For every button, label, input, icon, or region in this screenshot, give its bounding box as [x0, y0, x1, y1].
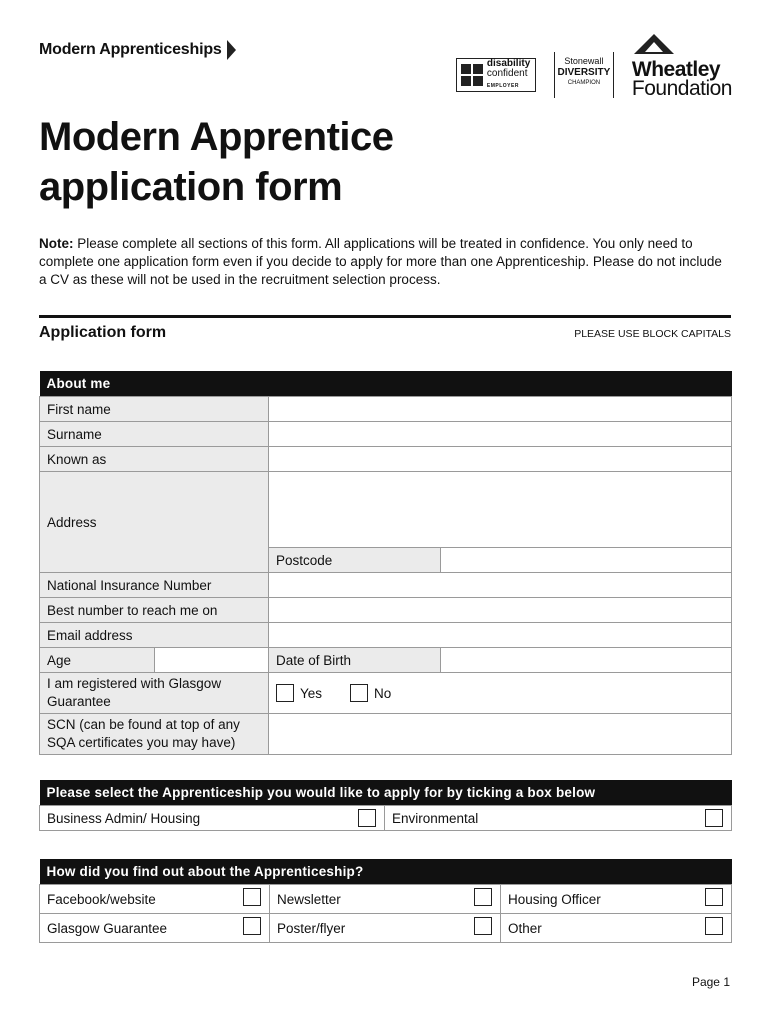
apprenticeship-header: Please select the Apprenticeship you would like to apply for by ticking a box below [40, 780, 732, 806]
other-checkbox[interactable] [705, 917, 723, 935]
best-number-label: Best number to reach me on [40, 598, 269, 623]
newsletter-label: Newsletter [277, 891, 341, 907]
source-table [39, 859, 732, 943]
grid-icon [461, 64, 483, 86]
environmental-label: Environmental [392, 810, 479, 826]
dob-field[interactable] [441, 648, 732, 673]
yes-label: Yes [300, 685, 323, 701]
housing-officer-label: Housing Officer [508, 891, 601, 907]
section-header [39, 315, 731, 342]
note-paragraph [39, 235, 729, 289]
option-business-admin [40, 806, 385, 831]
stonewall-line3: CHAMPION [567, 80, 601, 86]
note-text: Please complete all sections of this form. All applications will be treated in confidence. You only need to complete one application form even if you decide to apply for more than one Apprenticeship. Please do not include a CV as these will not be used in the recruitment selection process. [39, 236, 722, 287]
option-facebook [40, 885, 270, 914]
source-header: How did you find out about the Apprenticeship? [40, 859, 732, 885]
poster-checkbox[interactable] [474, 917, 492, 935]
stonewall-line2: DIVERSITY [557, 67, 611, 78]
postcode-field[interactable] [441, 548, 732, 573]
roof-icon [634, 34, 674, 54]
brand-logo [39, 40, 236, 60]
disability-line2: confident [486, 68, 528, 79]
title-line2: application form [39, 165, 343, 209]
address-label: Address [40, 472, 269, 573]
option-newsletter [270, 885, 501, 914]
known-as-label: Known as [40, 447, 269, 472]
postcode-label: Postcode [269, 548, 441, 573]
page-number: Page 1 [691, 975, 730, 989]
option-housing-officer [501, 885, 732, 914]
stonewall-line1: Stonewall [564, 56, 604, 66]
surname-label: Surname [40, 422, 269, 447]
no-label: No [374, 685, 392, 701]
partner-logos [456, 28, 732, 98]
scn-label: SCN (can be found at top of any SQA certificates you may have) [40, 714, 269, 755]
facebook-label: Facebook/website [47, 891, 156, 907]
ni-label: National Insurance Number [40, 573, 269, 598]
environmental-checkbox[interactable] [705, 809, 723, 827]
about-me-table [39, 371, 732, 755]
business-admin-label: Business Admin/ Housing [47, 810, 201, 826]
wheatley-foundation-logo [632, 34, 732, 98]
apprenticeship-table [39, 780, 732, 831]
first-name-field[interactable] [269, 397, 732, 422]
business-admin-checkbox[interactable] [358, 809, 376, 827]
email-label: Email address [40, 623, 269, 648]
scn-field[interactable] [269, 714, 732, 755]
section-title: Application form [39, 324, 167, 341]
option-other [501, 914, 732, 943]
no-checkbox[interactable] [350, 684, 368, 702]
option-poster [270, 914, 501, 943]
other-label: Other [508, 920, 542, 936]
facebook-checkbox[interactable] [243, 888, 261, 906]
housing-officer-checkbox[interactable] [705, 888, 723, 906]
note-label: Note: [39, 236, 74, 251]
best-number-field[interactable] [269, 598, 732, 623]
brand-name: Modern Apprenticeships [39, 41, 222, 58]
glasgow-label: I am registered with Glasgow Guarantee [40, 673, 269, 714]
option-environmental [385, 806, 732, 831]
first-name-label: First name [40, 397, 269, 422]
glasgow-guarantee-label: Glasgow Guarantee [47, 920, 168, 936]
option-glasgow-guarantee [40, 914, 270, 943]
yes-checkbox[interactable] [276, 684, 294, 702]
stonewall-logo [554, 52, 614, 98]
ni-field[interactable] [269, 573, 732, 598]
glasgow-guarantee-checkbox[interactable] [243, 917, 261, 935]
dob-label: Date of Birth [269, 648, 441, 673]
about-me-header: About me [40, 371, 732, 397]
title-line1: Modern Apprentice [39, 115, 394, 159]
known-as-field[interactable] [269, 447, 732, 472]
glasgow-options [269, 673, 732, 714]
age-label: Age [40, 648, 155, 673]
wheatley-line2: Foundation [631, 77, 732, 100]
page-title [39, 112, 394, 212]
surname-field[interactable] [269, 422, 732, 447]
wheatley-line1: Wheatley [631, 58, 721, 81]
section-caption: PLEASE USE BLOCK CAPITALS [574, 328, 731, 340]
chevron-right-icon [227, 40, 236, 60]
newsletter-checkbox[interactable] [474, 888, 492, 906]
address-field[interactable] [269, 472, 732, 548]
poster-label: Poster/flyer [277, 920, 346, 936]
disability-confident-logo [456, 58, 536, 92]
disability-line3: EMPLOYER [486, 83, 519, 89]
age-field[interactable] [155, 648, 269, 673]
email-field[interactable] [269, 623, 732, 648]
disability-line1: disability [486, 58, 531, 69]
